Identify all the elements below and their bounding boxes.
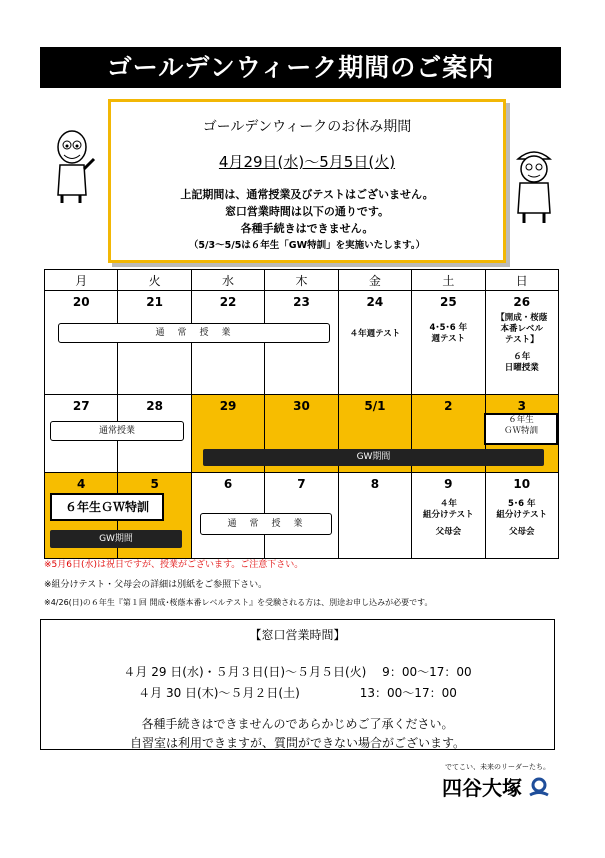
hours-heading: 【窓口営業時間】 xyxy=(249,628,346,642)
event-text: 5･6 年 xyxy=(507,499,536,509)
logo-tagline: でてこい、未来のリーダーたち。 xyxy=(445,763,550,771)
day-number: 29 xyxy=(219,399,237,413)
notice-period: 4月29日(水)～5月5日(火) xyxy=(218,153,396,171)
event-text: ４年 xyxy=(439,499,457,509)
event-text: 組分けテスト xyxy=(422,510,474,520)
notice-box xyxy=(108,99,506,263)
note-holiday: ※5月6日(水)は祝日ですが、授業がございます。ご注意下さい。 xyxy=(44,560,304,570)
gw-period-bar: GW期間 xyxy=(50,530,182,548)
day-number: 27 xyxy=(72,399,90,413)
page-title: ゴールデンウィーク期間のご案内 xyxy=(40,47,561,88)
note-details: ※組分けテスト・父母会の詳細は別紙をご参照下さい。 xyxy=(44,580,268,590)
day-number: 8 xyxy=(370,477,380,491)
notice-line: 上記期間は、通常授業及びテストはございません。 xyxy=(180,188,434,201)
office-hours-box xyxy=(40,619,555,750)
day-number: 23 xyxy=(293,295,310,309)
day-number: 2 xyxy=(444,399,453,413)
gw-training-box xyxy=(484,413,558,445)
notice-line: 窓口営業時間は以下の通りです。 xyxy=(224,205,390,218)
weekday-header: 月 xyxy=(45,270,118,291)
hours-foot: 各種手続きはできませんのであらかじめご了承ください。 xyxy=(141,717,454,731)
regular-class-bar: 通常授業 xyxy=(50,421,184,441)
event-text: ６年 xyxy=(513,352,531,362)
day-number: 5 xyxy=(150,477,159,491)
logo-mark-icon xyxy=(528,776,550,798)
event-text: ６年生 xyxy=(508,415,534,425)
gw-period-bar: GW期間 xyxy=(203,449,544,466)
weekday-header: 土 xyxy=(412,270,485,291)
event-text: ＧＷ特訓 xyxy=(503,426,538,436)
event-text: 4･5･6 年 xyxy=(429,323,468,333)
event-text: テスト】 xyxy=(504,335,539,345)
day-number: 20 xyxy=(72,295,90,309)
event-text: 組分けテスト xyxy=(496,510,548,520)
day-number: 3 xyxy=(517,399,526,413)
event-text: 父母会 xyxy=(435,527,462,537)
student-character-icon xyxy=(50,125,98,205)
gw-training-box: ６年生ＧＷ特訓 xyxy=(50,493,164,521)
notice-heading: ゴールデンウィークのお休み期間 xyxy=(202,119,412,135)
weekday-header: 木 xyxy=(265,270,338,291)
event-text: 週テスト xyxy=(431,334,466,344)
regular-class-bar: 通 常 授 業 xyxy=(58,323,330,343)
weekday-header: 水 xyxy=(191,270,264,291)
notice-line: （5/3～5/5は６年生「GW特訓」を実施いたします。） xyxy=(188,240,426,251)
day-number: 7 xyxy=(297,477,306,491)
day-number: 26 xyxy=(513,295,531,309)
day-number: 25 xyxy=(439,295,457,309)
note-test: ※4/26(日)の６年生『第１回 開成･桜蔭本番レベルテスト』を受験される方は、別途お申し込みが必要です。 xyxy=(44,598,433,607)
event-text: ４年週テスト xyxy=(349,329,401,339)
event-text: 日曜授業 xyxy=(504,363,539,373)
weekday-header: 金 xyxy=(338,270,411,291)
day-number: 10 xyxy=(513,477,531,491)
day-number: 4 xyxy=(77,477,86,491)
day-number: 5/1 xyxy=(364,399,386,413)
hours-row: ４月 29 日(水)・５月３日(日)～５月５日(火) 9：00～17：00 xyxy=(123,665,472,679)
day-number: 22 xyxy=(219,295,237,309)
day-number: 6 xyxy=(223,477,233,491)
hours-foot: 自習室は利用できますが、質問ができない場合がございます。 xyxy=(129,736,466,750)
day-number: 9 xyxy=(444,477,453,491)
day-number: 28 xyxy=(146,399,163,413)
weekday-header: 火 xyxy=(118,270,191,291)
logo xyxy=(442,762,550,801)
notice-line: 各種手続きはできません。 xyxy=(240,222,374,235)
event-text: 父母会 xyxy=(509,527,535,537)
teacher-character-icon xyxy=(510,145,558,225)
regular-class-bar: 通 常 授 業 xyxy=(200,513,332,535)
weekday-header: 日 xyxy=(485,270,558,291)
event-text: 本番レベル xyxy=(500,324,544,334)
logo-name: 四谷大塚 xyxy=(442,776,522,800)
day-number: 30 xyxy=(293,399,310,413)
hours-row: ４月 30 日(木)～５月２日(土) 13：00～17：00 xyxy=(138,686,457,700)
day-number: 24 xyxy=(366,295,384,309)
event-text: 【開成・桜蔭 xyxy=(496,313,548,323)
day-number: 21 xyxy=(146,295,163,309)
